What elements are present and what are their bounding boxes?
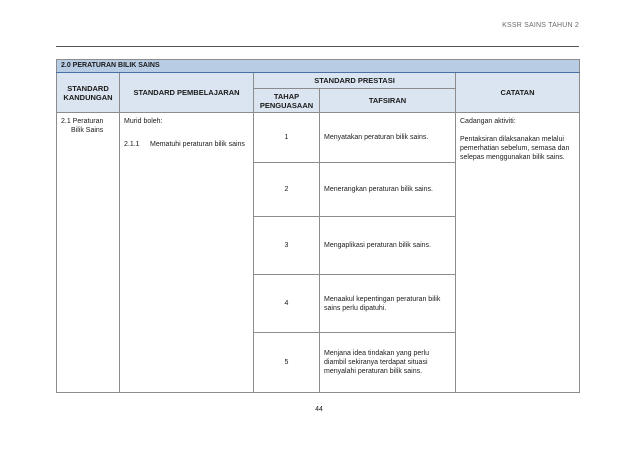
col-header-pembelajaran: STANDARD PEMBELAJARAN: [120, 73, 254, 113]
kandungan-cell: [57, 113, 120, 393]
level-description: Menerangkan peraturan bilik sains.: [320, 163, 456, 217]
col-header-kandungan: STANDARD KANDUNGAN: [57, 73, 120, 113]
header-rule: [56, 46, 579, 47]
learning-standard-text: Mematuhi peraturan bilik sains: [150, 141, 245, 148]
col-header-catatan: CATATAN: [456, 73, 580, 113]
murid-boleh-label: Murid boleh:: [124, 118, 163, 125]
level-description: Menyatakan peraturan bilik sains.: [320, 113, 456, 163]
kandungan-code: 2.1 Peraturan: [61, 118, 104, 125]
catatan-cell: [456, 113, 580, 393]
level-number: 4: [254, 275, 320, 333]
col-header-tafsiran: TAFSIRAN: [320, 89, 456, 113]
level-description: Menaakul kepentingan peraturan bilik sains perlu dipatuhi.: [320, 275, 456, 333]
learning-standard-code: 2.1.1: [124, 141, 140, 148]
page-number: 44: [315, 406, 323, 413]
section-title: 2.0 PERATURAN BILIK SAINS: [57, 60, 580, 73]
kandungan-text: Bilik Sains: [71, 127, 104, 134]
learning-standard-item: [124, 140, 249, 149]
level-description: Mengaplikasi peraturan bilik sains.: [320, 217, 456, 275]
running-header: KSSR SAINS TAHUN 2: [502, 22, 579, 29]
level-number: 5: [254, 333, 320, 393]
col-header-tahap: TAHAP PENGUASAAN: [254, 89, 320, 113]
level-description: Menjana idea tindakan yang perlu diambil sekiranya terdapat situasi menyalahi peraturan bilik sains.: [320, 333, 456, 393]
catatan-title: Cadangan aktiviti:: [460, 118, 516, 125]
level-number: 3: [254, 217, 320, 275]
level-number: 2: [254, 163, 320, 217]
curriculum-table: [56, 59, 580, 393]
catatan-text: Pentaksiran dilaksanakan melalui pemerhatian sebelum, semasa dan selepas menggunakan bilik sains.: [460, 136, 570, 161]
level-number: 1: [254, 113, 320, 163]
col-header-prestasi: STANDARD PRESTASI: [254, 73, 456, 89]
pembelajaran-cell: [120, 113, 254, 393]
